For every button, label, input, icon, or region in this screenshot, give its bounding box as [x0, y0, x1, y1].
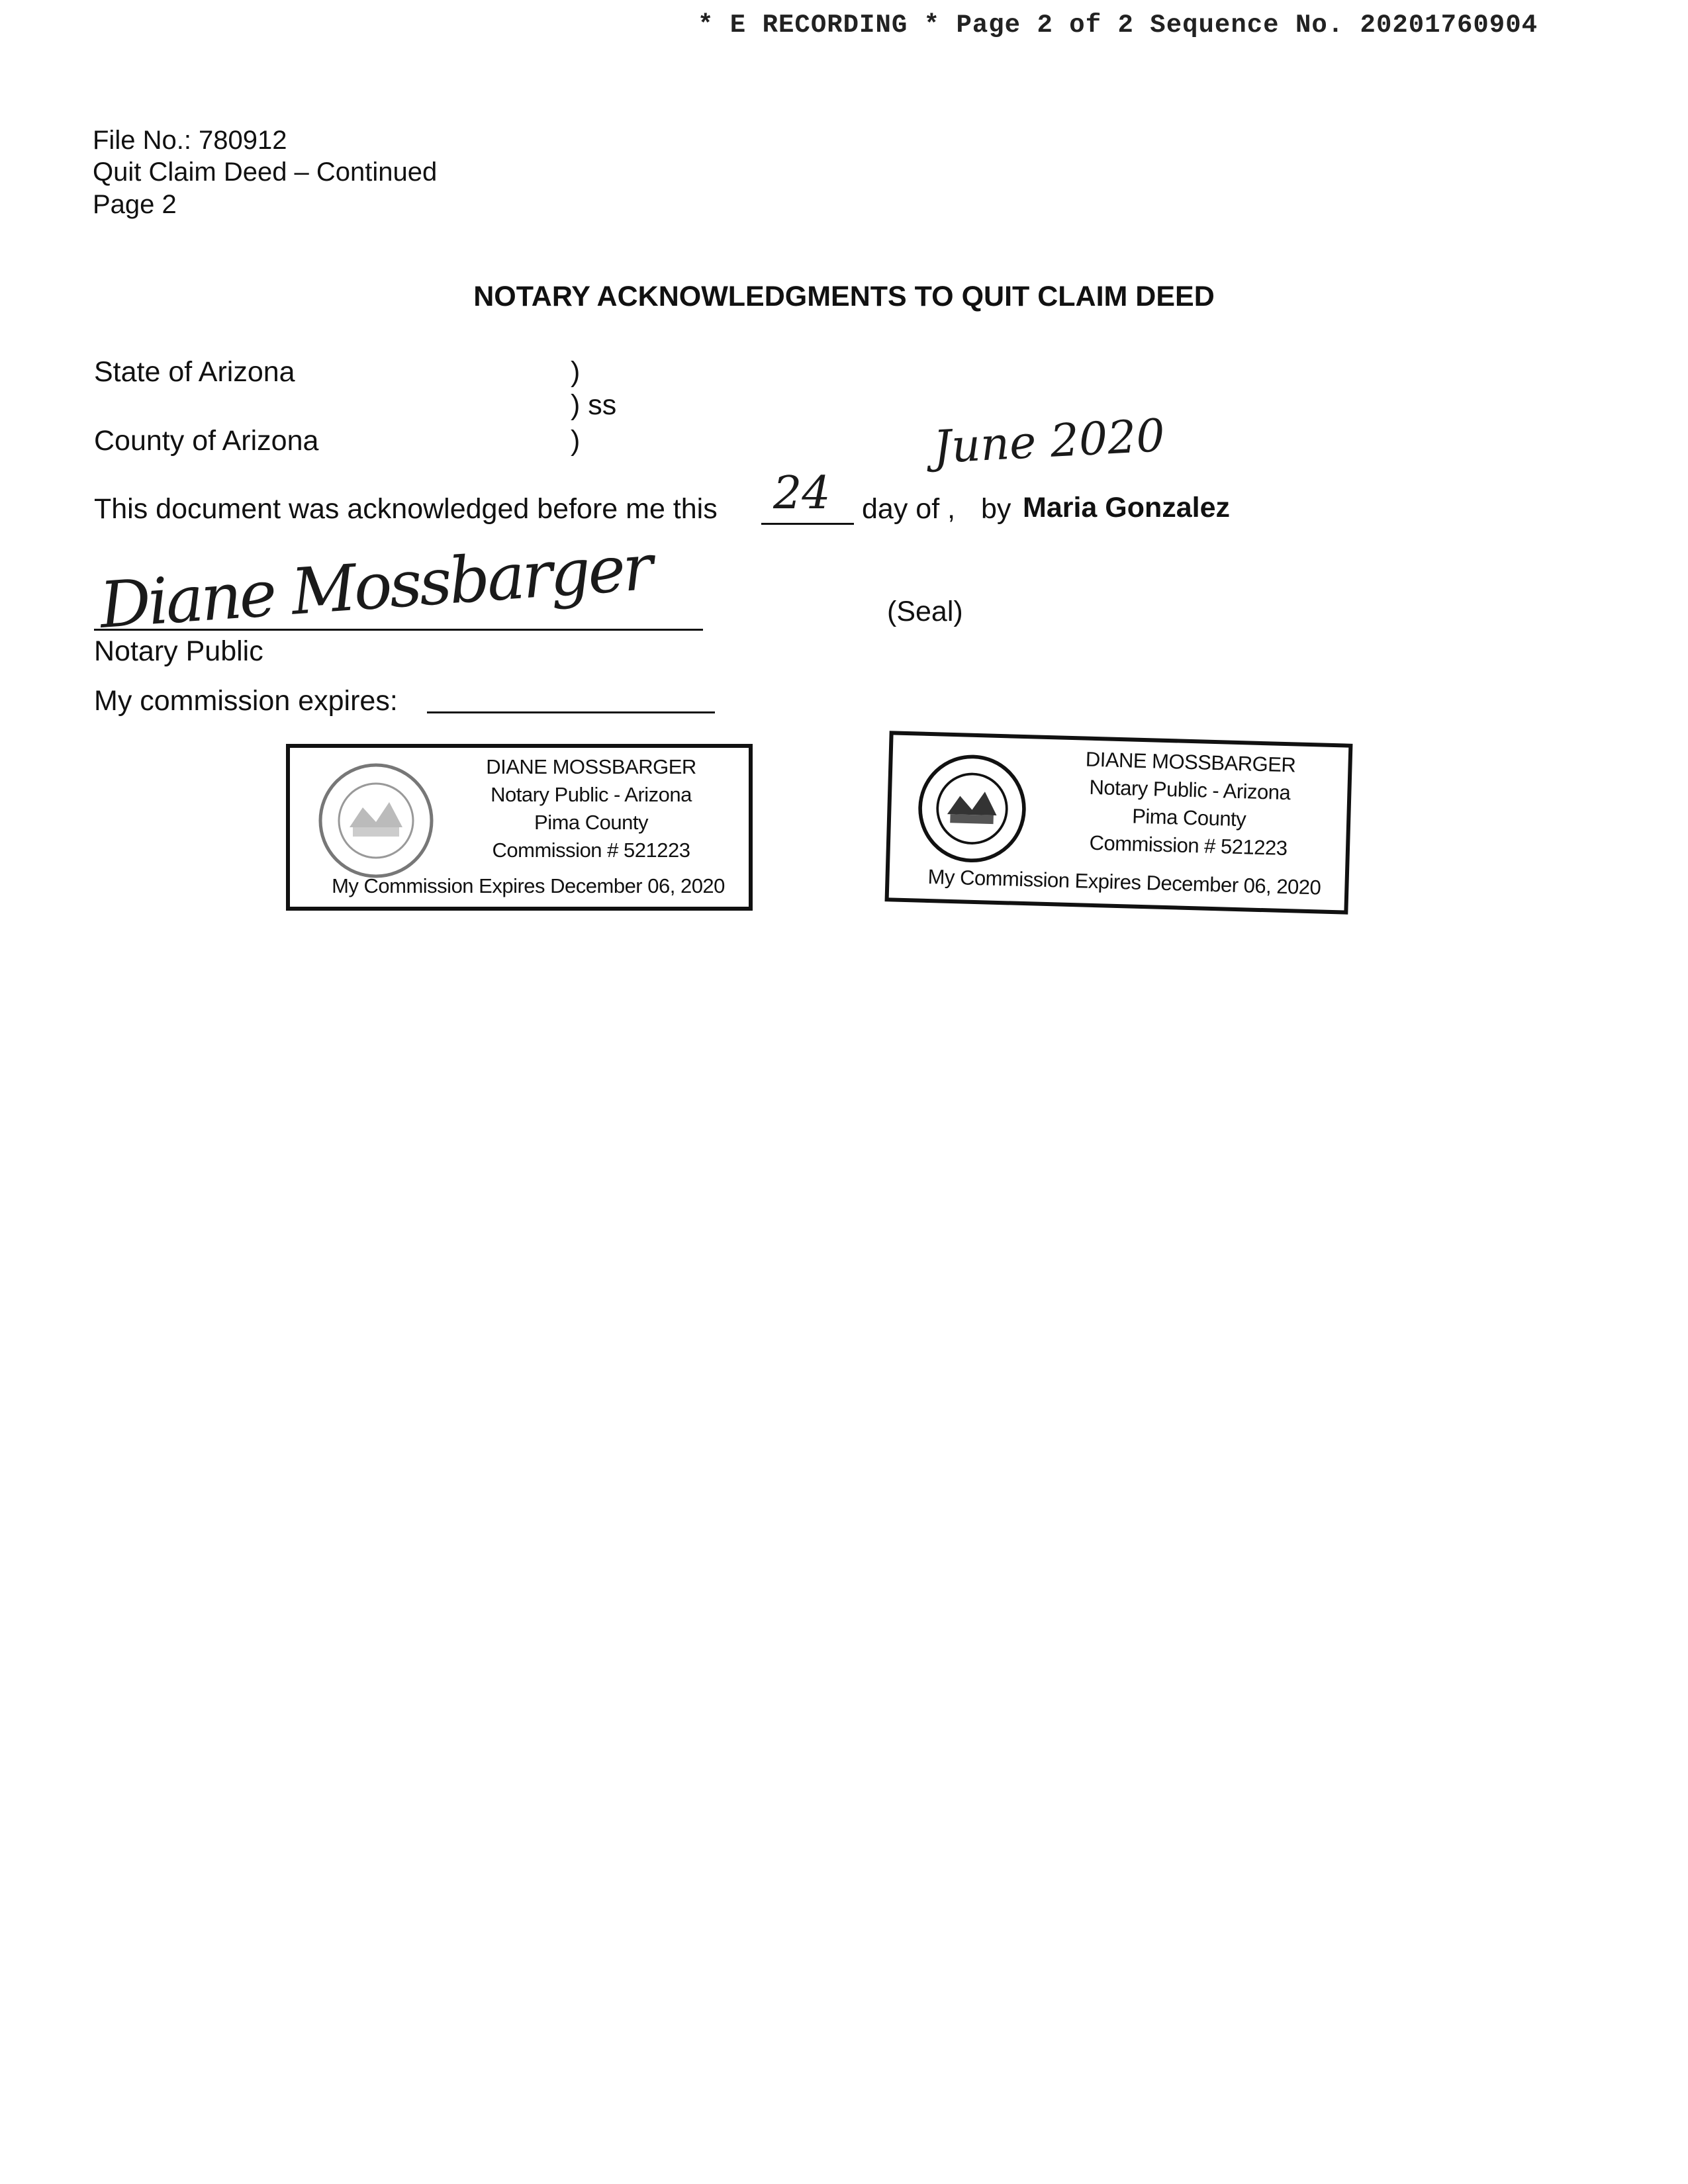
signature-line [94, 629, 703, 631]
stamp-2-county: Pima County [1131, 804, 1246, 831]
notary-signature: Diane Mossbarger [97, 530, 653, 643]
day-of-label: day of , [862, 493, 956, 525]
arizona-state-seal-icon [316, 761, 436, 880]
acknowledger-name: Maria Gonzalez [1023, 492, 1231, 523]
stamp-1-title: Notary Public - Arizona [491, 783, 692, 806]
venue-paren-1: ) [571, 356, 581, 388]
arizona-state-seal-icon [915, 751, 1029, 866]
by-label: by [981, 493, 1011, 525]
stamp-2-expires: My Commission Expires December 06, 2020 [927, 864, 1321, 899]
acknowledgment-prefix: This document was acknowledged before me this [94, 493, 718, 525]
handwritten-month-year: June 2020 [932, 409, 1166, 475]
venue-county: County of Arizona [94, 425, 319, 457]
notary-public-label: Notary Public [94, 635, 263, 667]
file-number: File No.: 780912 [93, 126, 287, 155]
day-underline [761, 523, 854, 525]
commission-expires-line [427, 711, 715, 713]
stamp-2-title: Notary Public - Arizona [1089, 775, 1291, 805]
recording-header: * E RECORDING * Page 2 of 2 Sequence No. 20201760904 [698, 11, 1538, 40]
seal-label: (Seal) [887, 596, 963, 627]
stamp-1-name: DIANE MOSSBARGER [486, 755, 696, 778]
venue-paren-3: ) [571, 425, 581, 457]
page-label: Page 2 [93, 190, 177, 219]
notary-stamp-2 [885, 731, 1353, 914]
stamp-1-county: Pima County [534, 811, 648, 834]
stamp-1-commission: Commission # 521223 [492, 839, 690, 862]
stamp-1-expires: My Commission Expires December 06, 2020 [332, 874, 725, 897]
commission-expires-label: My commission expires: [94, 685, 398, 717]
venue-state: State of Arizona [94, 356, 295, 388]
stamp-2-name: DIANE MOSSBARGER [1085, 747, 1296, 777]
handwritten-day: 24 [773, 467, 831, 520]
page-title: NOTARY ACKNOWLEDGMENTS TO QUIT CLAIM DEED [473, 281, 1215, 312]
document-name: Quit Claim Deed – Continued [93, 158, 438, 187]
stamp-2-commission: Commission # 521223 [1089, 831, 1288, 860]
notary-stamp-1 [286, 744, 753, 911]
venue-paren-ss: ) ss [571, 389, 617, 421]
